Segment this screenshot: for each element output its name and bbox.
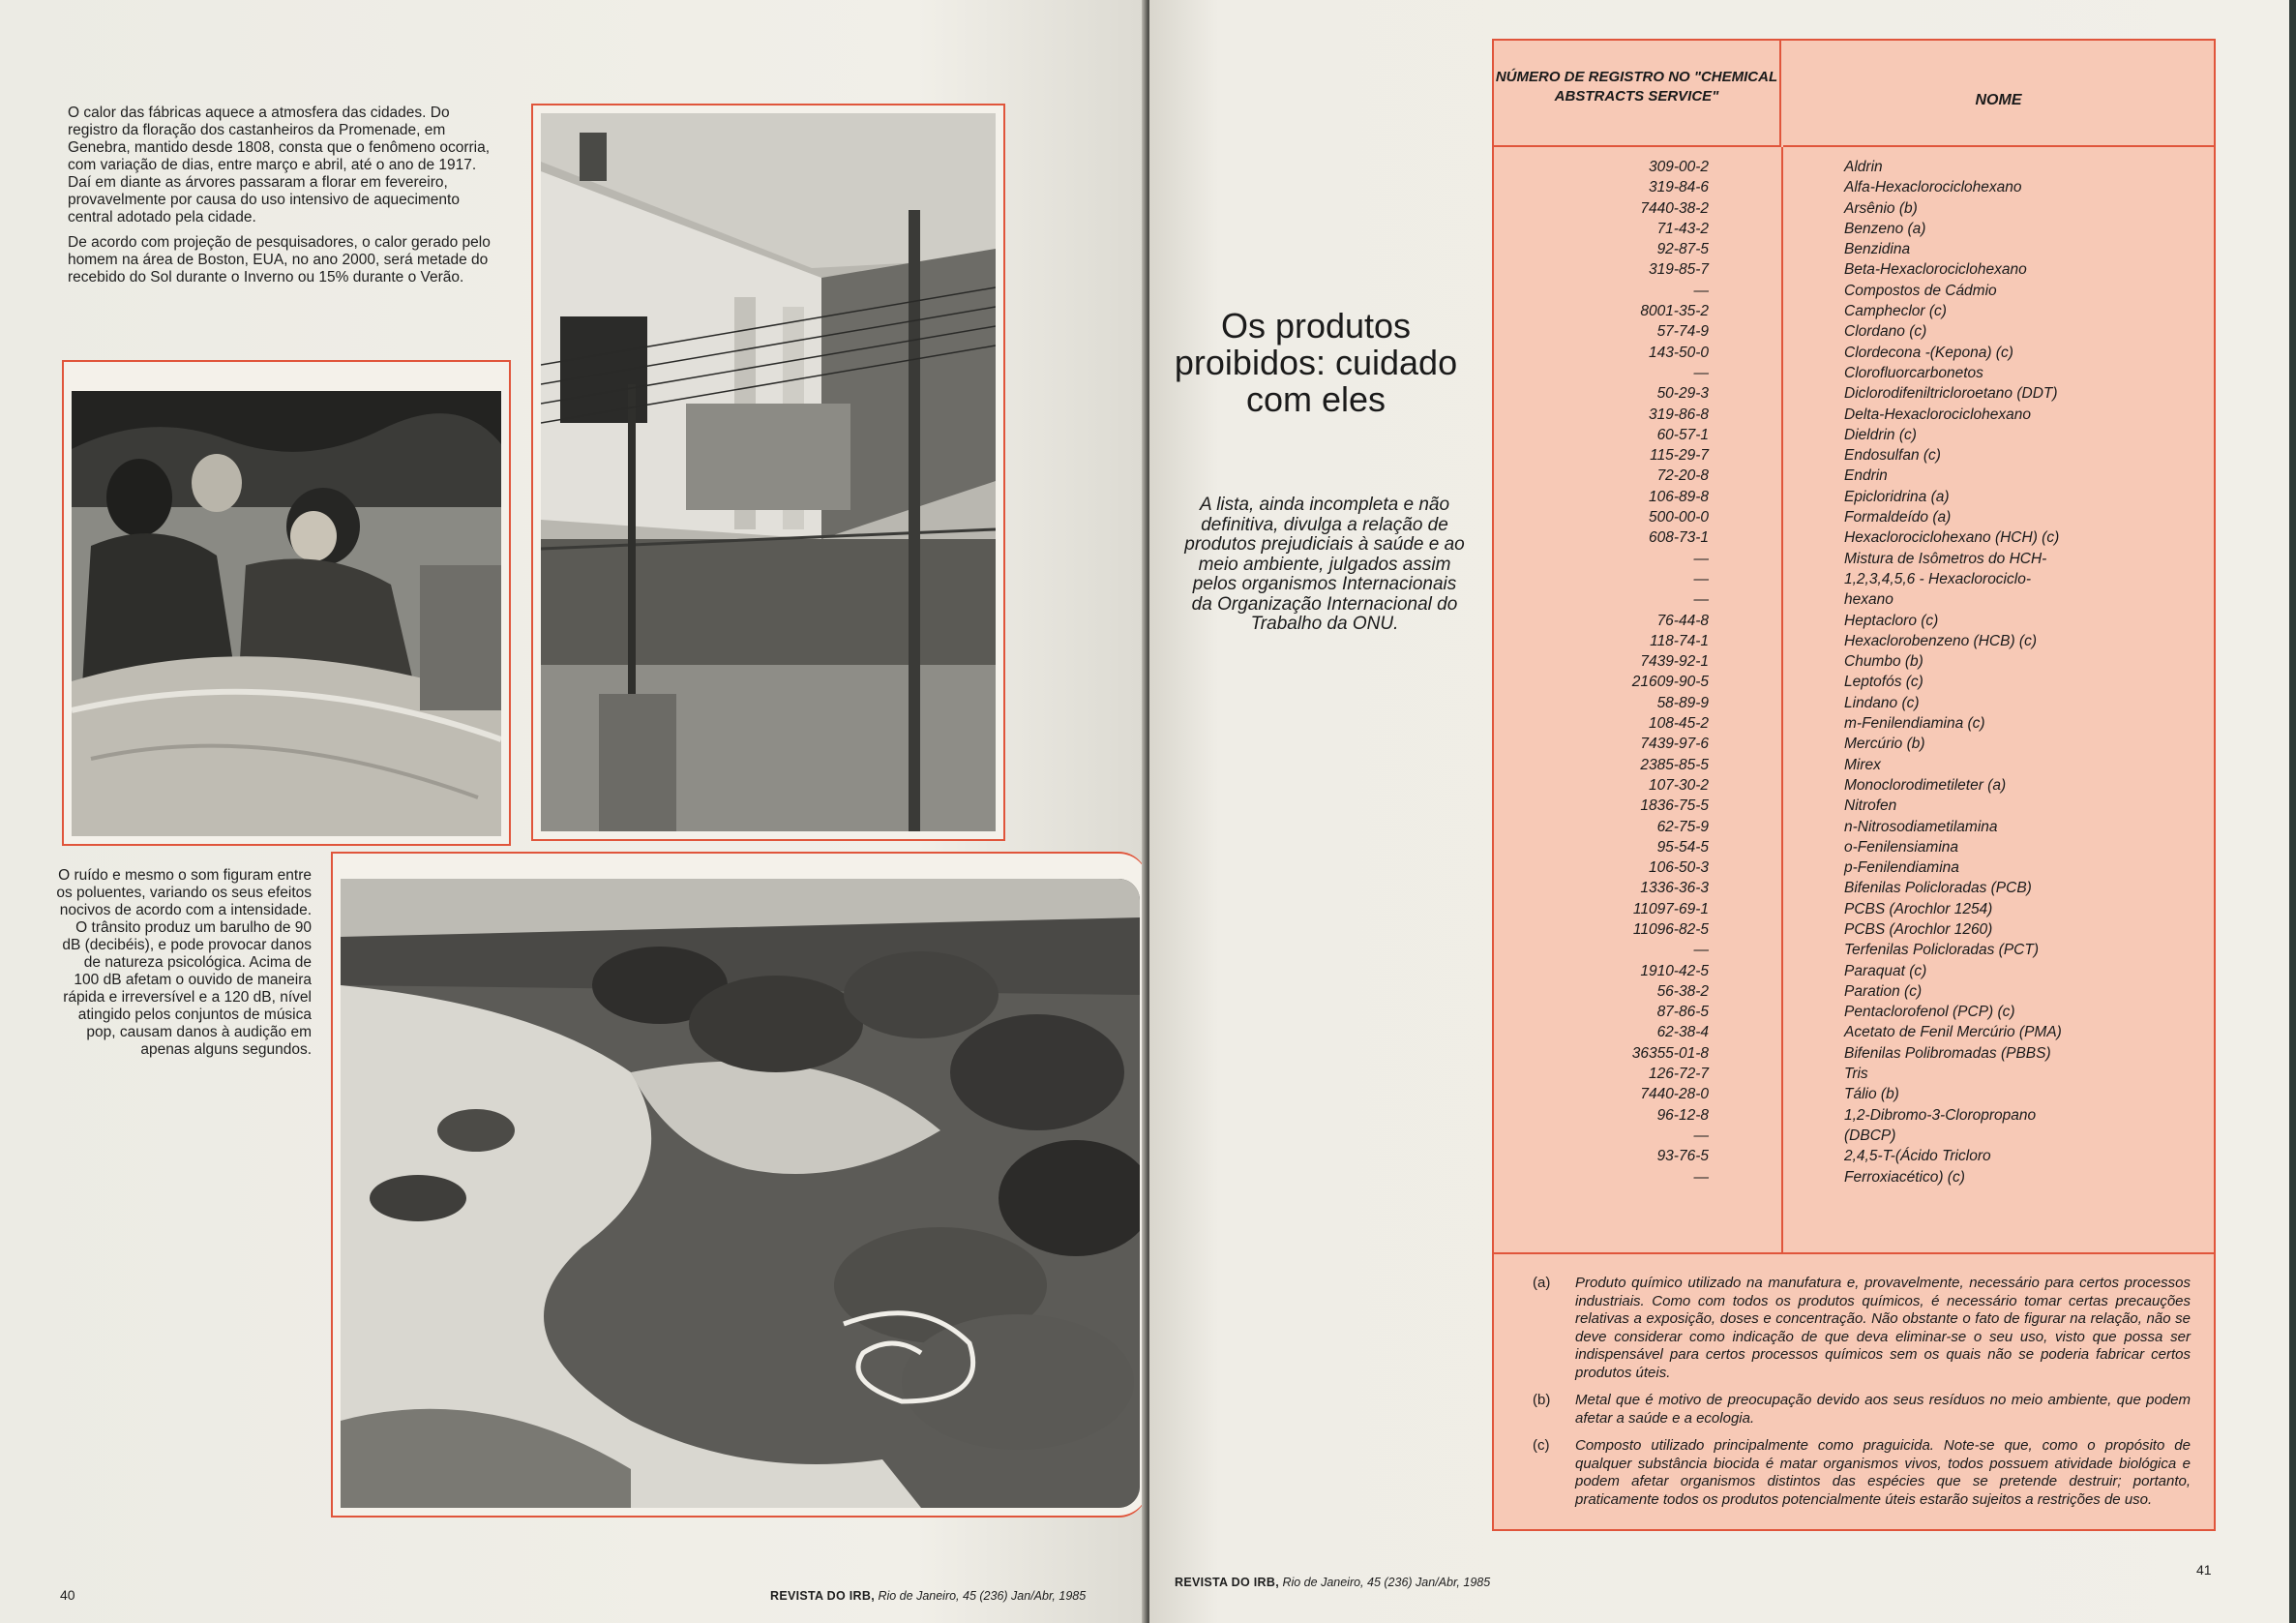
registry-number-cell: 92-87-5 [1656,241,1709,258]
left-page [0,0,1147,1623]
table-row [1494,899,2214,919]
table-row [1494,1002,2214,1022]
registry-number-cell: 106-50-3 [1648,859,1709,877]
product-name-cell: Campheclor (c) [1844,303,1947,320]
right-running-head [1175,1576,1490,1589]
photo-frame-river [331,852,1147,1518]
registry-number-cell: 108-45-2 [1648,715,1709,733]
product-name-cell: PCBS (Arochlor 1254) [1844,900,1993,917]
footnote-text: Composto utilizado principalmente como praguicida. Note-se que, como o propósito de qualquer substância biocida é matar organismos vivos, todos possuem atividade biológica e podem afetar organismos distintos das espécies que se pretende destruir; portanto, praticamente todos os produtos potencialmente úteis estarão sujeitos a restrições de uso. [1575,1437,2191,1508]
product-name-cell: Benzeno (a) [1844,220,1926,237]
registry-number-cell: 143-50-0 [1648,344,1709,361]
registry-number-cell: 1336-36-3 [1640,880,1709,897]
registry-number-cell: 1910-42-5 [1640,962,1709,979]
table-row [1494,857,2214,878]
table-row [1494,775,2214,796]
table-row [1494,445,2214,466]
header-registry-number: NÚMERO DE REGISTRO NO "CHEMICAL ABSTRACTS SERVICE" [1494,41,1781,147]
product-name-cell: Delta-Hexaclorociclohexano [1844,406,2031,423]
table-row [1494,878,2214,898]
table-row [1494,713,2214,734]
noise-paragraph: O ruído e mesmo o som figuram entre os poluentes, variando os seus efeitos nocivos de acordo com a intensidade. O trânsito produz um barulho de 90 dB (decibéis), e pode provocar danos de natureza psicológica. Acima de 100 dB afetam o ouvido de maneira rápida e irreversível e a 120 dB, nível atingido pelos conjuntos de música pop, causam danos à audição em apenas alguns segundos. [56,867,312,1058]
product-name-cell: hexano [1844,591,1893,609]
footnote-text: Produto químico utilizado na manufatura e, provavelmente, necessário para certos processos industriais. Como com todos os produtos químicos, é necessário tomar certas precauções relativas a exposição, doses e concentração. Não obstante o fato de figurar na relação, não se deve considerar como indicação de que deva eliminar-se o seu uso, visto que possa ser indispensável para certos processos químicos sem os quais não se poderia fabricar certos produtos úteis. [1575,1275,2191,1381]
table-row [1494,837,2214,857]
table-row [1494,672,2214,692]
registry-number-cell: — [1693,282,1709,299]
table-row [1494,755,2214,775]
registry-number-cell: — [1693,364,1709,381]
registry-number-cell: 107-30-2 [1648,776,1709,794]
registry-number-cell: 7439-97-6 [1640,736,1709,753]
table-row [1494,321,2214,342]
table-row [1494,1084,2214,1104]
registry-number-cell: 62-38-4 [1656,1024,1709,1041]
heat-paragraph-1: O calor das fábricas aquece a atmosfera das cidades. Do registro da floração dos castanheiros da Promenade, em Genebra, mantido desde 1808, consta que o fenômeno ocorria, com variação de dias, entre março e abril, até o ano de 1917. Daí em diante as árvores passaram a florar em fevereiro, provavelmente por causa do uso intensivo de aquecimento central adotado pela cidade. [68,105,491,225]
table-row [1494,1167,2214,1187]
product-name-cell: Heptacloro (c) [1844,612,1939,629]
registry-number-cell: 115-29-7 [1650,447,1709,465]
product-name-cell: p-Fenilendiamina [1844,859,1959,877]
article-intro: A lista, ainda incompleta e não definitiva, divulga a relação de produtos prejudiciais à saúde e ao meio ambiente, julgados assim pelos organismos Internacionais da Organização Internacional do Trabalho da ONU. [1184,495,1465,634]
table-row [1494,651,2214,672]
product-name-cell: Diclorodifeniltricloroetano (DDT) [1844,385,2058,403]
product-name-cell: Chumbo (b) [1844,653,1923,671]
registry-number-cell: 21609-90-5 [1631,674,1709,691]
table-row [1494,425,2214,445]
product-name-cell: Tris [1844,1066,1868,1083]
table-row [1494,466,2214,486]
table-row [1494,693,2214,713]
table-row [1494,1146,2214,1166]
product-name-cell: Formaldeído (a) [1844,509,1952,526]
product-name-cell: Epicloridrina (a) [1844,488,1950,505]
registry-number-cell: 11096-82-5 [1632,920,1709,938]
banned-products-table [1492,39,2216,1531]
product-name-cell: 1,2-Dibromo-3-Cloropropano [1844,1106,2037,1124]
registry-number-cell: 319-84-6 [1648,179,1709,196]
product-name-cell: Dieldrin (c) [1844,426,1917,443]
product-name-cell: Clordecona -(Kepona) (c) [1844,344,2013,361]
registry-number-cell: 2385-85-5 [1640,756,1709,773]
registry-number-cell: 58-89-9 [1656,694,1709,711]
table-row [1494,734,2214,754]
registry-number-cell: 87-86-5 [1656,1004,1709,1021]
table-row [1494,383,2214,404]
table-row [1494,981,2214,1002]
table-row [1494,527,2214,548]
product-name-cell: Alfa-Hexaclorociclohexano [1844,179,2022,196]
registry-number-cell: — [1693,591,1709,609]
photo-factory-building [541,113,996,831]
registry-number-cell: 1836-75-5 [1640,797,1709,815]
product-name-cell: 2,4,5-T-(Ácido Tricloro [1844,1148,1991,1165]
table-row [1494,157,2214,177]
product-name-cell: Benzidina [1844,241,1911,258]
registry-number-cell: 608-73-1 [1648,529,1709,547]
table-row [1494,198,2214,219]
product-name-cell: Bifenilas Polibromadas (PBBS) [1844,1044,2051,1062]
registry-number-cell: 8001-35-2 [1640,303,1709,320]
table-row [1494,589,2214,610]
registry-number-cell: 126-72-7 [1648,1066,1709,1083]
product-name-cell: Mirex [1844,756,1881,773]
registry-number-cell: 95-54-5 [1656,838,1709,856]
registry-number-cell: — [1693,570,1709,587]
product-name-cell: Lindano (c) [1844,694,1920,711]
table-row [1494,569,2214,589]
registry-number-cell: 76-44-8 [1656,612,1709,629]
product-name-cell: Acetato de Fenil Mercúrio (PMA) [1844,1024,2062,1041]
noise-text-column [56,867,312,1067]
product-name-cell: Beta-Hexaclorociclohexano [1844,261,2027,279]
product-name-cell: Hexaclorobenzeno (HCB) (c) [1844,632,2037,649]
table-row [1494,940,2214,960]
registry-number-cell: — [1693,550,1709,567]
footnote-marker: (a) [1533,1275,1551,1291]
registry-number-cell: 319-85-7 [1648,261,1709,279]
header-name: NOME [1783,41,2214,147]
registry-number-cell: 72-20-8 [1656,467,1709,485]
table-row [1494,796,2214,816]
product-name-cell: Clorofluorcarbonetos [1844,364,1983,381]
registry-number-cell: 57-74-9 [1656,323,1709,341]
table-row [1494,1064,2214,1084]
registry-number-cell: 50-29-3 [1656,385,1709,403]
product-name-cell: Compostos de Cádmio [1844,282,1997,299]
product-name-cell: Pentaclorofenol (PCP) (c) [1844,1004,2015,1021]
product-name-cell: Tálio (b) [1844,1086,1899,1103]
product-name-cell: Terfenilas Policloradas (PCT) [1844,942,2040,959]
footnote-text: Metal que é motivo de preocupação devido aos seus resíduos no meio ambiente, que podem afetar a saúde e a ecologia. [1575,1392,2191,1427]
registry-number-cell: — [1693,1127,1709,1144]
registry-number-cell: 60-57-1 [1656,426,1709,443]
table-row [1494,343,2214,363]
product-name-cell: 1,2,3,4,5,6 - Hexaclorociclo- [1844,570,2031,587]
product-name-cell: n-Nitrosodiametilamina [1844,818,1998,835]
table-row [1494,259,2214,280]
product-name-cell: Clordano (c) [1844,323,1927,341]
registry-number-cell: 7440-38-2 [1640,199,1709,217]
table-row [1494,301,2214,321]
table-row [1494,239,2214,259]
product-name-cell: Aldrin [1844,159,1883,175]
table-row [1494,219,2214,239]
registry-number-cell: 62-75-9 [1656,818,1709,835]
product-name-cell: Endosulfan (c) [1844,447,1941,465]
table-row [1494,1043,2214,1064]
registry-number-cell: — [1693,1168,1709,1186]
footnote [1533,1392,2191,1428]
registry-number-cell: 93-76-5 [1656,1148,1709,1165]
registry-number-cell: 309-00-2 [1648,159,1709,175]
left-page-number: 40 [60,1587,75,1603]
product-name-cell: Bifenilas Policloradas (PCB) [1844,880,2032,897]
table-row [1494,631,2214,651]
table-row [1494,611,2214,631]
registry-number-cell: 36355-01-8 [1631,1044,1709,1062]
registry-number-cell: 11097-69-1 [1632,900,1709,917]
table-row [1494,549,2214,569]
table-row [1494,961,2214,981]
photo-people-cleaning-car [72,391,501,836]
registry-number-cell: 500-00-0 [1648,509,1709,526]
left-running-head-title: REVISTA DO IRB, [770,1589,875,1603]
product-name-cell: Arsênio (b) [1844,199,1918,217]
table-body [1494,157,2214,1187]
footnote [1533,1275,2191,1382]
photo-polluted-river [341,879,1140,1508]
left-running-head-issue: Rio de Janeiro, 45 (236) Jan/Abr, 1985 [874,1589,1087,1603]
product-name-cell: Leptofós (c) [1844,674,1923,691]
product-name-cell: Mercúrio (b) [1844,736,1925,753]
table-row [1494,817,2214,837]
registry-number-cell: 7439-92-1 [1640,653,1709,671]
right-running-head-issue: Rio de Janeiro, 45 (236) Jan/Abr, 1985 [1278,1576,1491,1589]
table-row [1494,919,2214,940]
photo-frame-factory [531,104,1005,841]
footnote-marker: (c) [1533,1437,1550,1454]
product-name-cell: Nitrofen [1844,797,1897,815]
product-name-cell: (DBCP) [1844,1127,1896,1144]
left-running-head [770,1589,1086,1603]
article-headline: Os produtos proibidos: cuidado com eles [1174,306,1458,419]
notes-divider [1494,1252,2214,1254]
registry-number-cell: 118-74-1 [1650,632,1709,649]
registry-number-cell: 96-12-8 [1656,1106,1709,1124]
table-row [1494,1126,2214,1146]
product-name-cell: Monoclorodimetileter (a) [1844,776,2007,794]
product-name-cell: Ferroxiacético) (c) [1844,1168,1965,1186]
page-edge [2289,0,2296,1623]
table-row [1494,281,2214,301]
product-name-cell: o-Fenilensiamina [1844,838,1959,856]
registry-number-cell: 106-89-8 [1648,488,1709,505]
table-row [1494,177,2214,197]
photo-frame-people [62,360,511,846]
right-page-number: 41 [2196,1562,2212,1578]
registry-number-cell: 56-38-2 [1656,982,1709,1000]
registry-number-cell: — [1693,942,1709,959]
product-name-cell: m-Fenilendiamina (c) [1844,715,1985,733]
product-name-cell: Paration (c) [1844,982,1923,1000]
product-name-cell: Hexaclorociclohexano (HCH) (c) [1844,529,2060,547]
right-running-head-title: REVISTA DO IRB, [1175,1576,1279,1589]
registry-number-cell: 7440-28-0 [1640,1086,1709,1103]
footnote [1533,1437,2191,1509]
table-row [1494,1105,2214,1126]
table-row [1494,363,2214,383]
registry-number-cell: 71-43-2 [1656,220,1709,237]
table-notes [1533,1275,2191,1518]
heat-text-column [68,105,503,294]
product-name-cell: Mistura de Isômetros do HCH- [1844,550,2047,567]
table-row [1494,405,2214,425]
product-name-cell: Endrin [1844,467,1888,485]
registry-number-cell: 319-86-8 [1648,406,1709,423]
table-row [1494,487,2214,507]
table-row [1494,1022,2214,1042]
product-name-cell: PCBS (Arochlor 1260) [1844,920,1993,938]
product-name-cell: Paraquat (c) [1844,962,1927,979]
heat-paragraph-2: De acordo com projeção de pesquisadores, o calor gerado pelo homem na área de Boston, EUA, no ano 2000, será metade do recebido do Sol durante o Inverno ou 15% durante o Verão. [68,234,491,286]
footnote-marker: (b) [1533,1392,1551,1408]
table-row [1494,507,2214,527]
